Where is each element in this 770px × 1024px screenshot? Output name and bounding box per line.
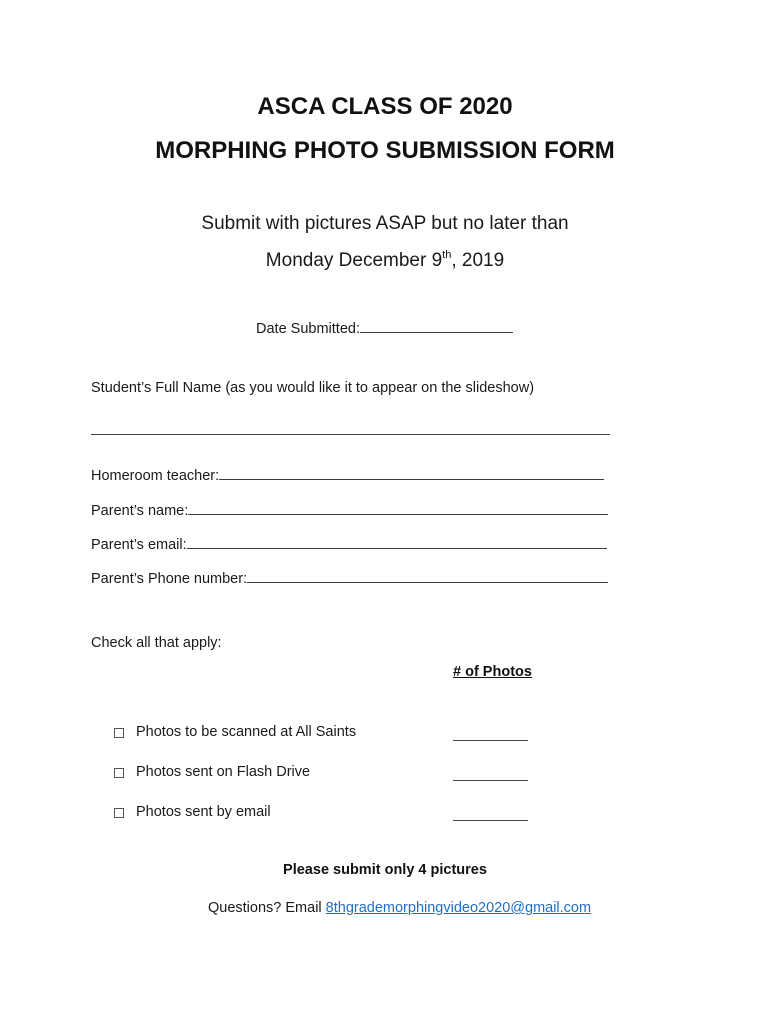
option-label-scanned: Photos to be scanned at All Saints (136, 724, 357, 740)
parent-name-label: Parent’s name: (91, 503, 189, 519)
option-label-flash-drive: Photos sent on Flash Drive (136, 764, 311, 780)
student-name-label: Student’s Full Name (as you would like it to appear on the slideshow) (91, 380, 535, 396)
date-submitted-label: Date Submitted: (256, 321, 360, 337)
checklist-instruction: Check all that apply: (91, 635, 222, 651)
count-field-by-email[interactable] (453, 820, 528, 821)
option-label-by-email: Photos sent by email (136, 804, 271, 820)
contact-email-link[interactable]: 8thgrademorphingvideo2020@gmail.com (325, 900, 592, 916)
date-submitted-row (256, 320, 513, 337)
parent-name-row (91, 502, 608, 519)
submission-limit-notice: Please submit only 4 pictures (283, 862, 487, 878)
questions-prefix: Questions? Email (208, 900, 326, 916)
form-title-line-1: ASCA CLASS OF 2020 (257, 93, 513, 120)
checkbox-flash-drive[interactable] (114, 768, 124, 778)
homeroom-teacher-field[interactable] (219, 467, 604, 480)
parent-name-field[interactable] (188, 502, 608, 515)
questions-line (208, 900, 591, 916)
homeroom-teacher-label: Homeroom teacher: (91, 468, 220, 484)
homeroom-teacher-row (91, 467, 604, 484)
deadline-date: Monday December 9 (265, 250, 443, 271)
form-title-line-2: MORPHING PHOTO SUBMISSION FORM (155, 137, 615, 164)
date-submitted-field[interactable] (360, 320, 513, 333)
parent-phone-row (91, 570, 608, 587)
checkbox-scanned-at-all-saints[interactable] (114, 728, 124, 738)
parent-email-field[interactable] (187, 536, 607, 549)
photo-count-header: # of Photos (453, 664, 532, 680)
deadline-ordinal-suffix: th (442, 249, 452, 261)
parent-email-row (91, 536, 607, 553)
deadline-line-1: Submit with pictures ASAP but no later than (201, 213, 569, 234)
parent-phone-label: Parent’s Phone number: (91, 571, 248, 587)
deadline-year: , 2019 (451, 250, 505, 271)
count-field-flash-drive[interactable] (453, 780, 528, 781)
student-name-field[interactable] (91, 434, 610, 435)
parent-phone-field[interactable] (247, 570, 608, 583)
count-field-scanned[interactable] (453, 740, 528, 741)
deadline-line-2 (0, 250, 770, 272)
parent-email-label: Parent’s email: (91, 537, 187, 553)
checkbox-by-email[interactable] (114, 808, 124, 818)
